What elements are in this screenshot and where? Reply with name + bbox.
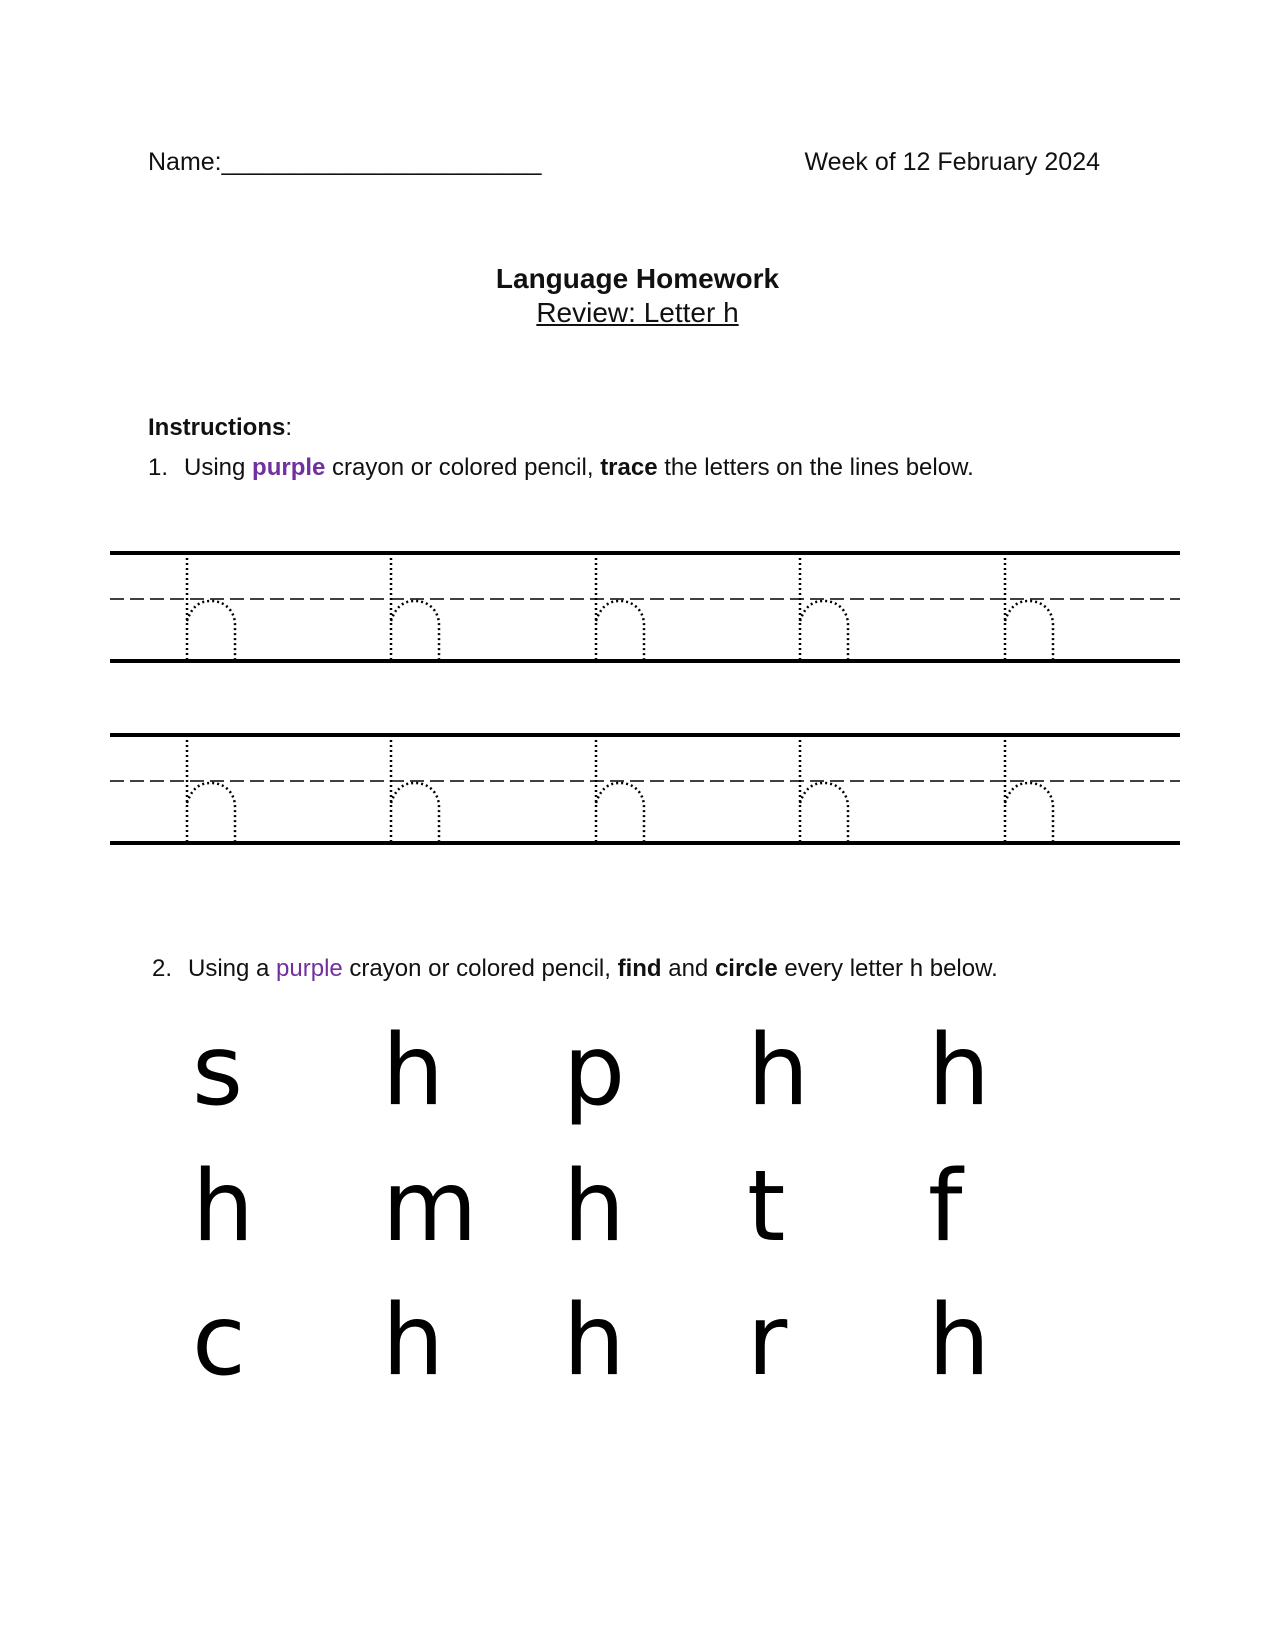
grid-letter[interactable]: h	[563, 1150, 626, 1264]
step-number: 2.	[152, 955, 173, 982]
color-word: purple	[276, 955, 343, 982]
instructions-heading-colon: :	[285, 414, 293, 441]
step-text: Using	[184, 454, 253, 481]
instruction-step-1	[148, 454, 974, 482]
grid-letter[interactable]: f	[928, 1150, 963, 1264]
page-subtitle: Review: Letter h	[536, 297, 739, 328]
action-verb: circle	[714, 955, 778, 982]
grid-letter[interactable]: s	[192, 1014, 244, 1128]
instructions-heading	[148, 414, 292, 442]
step-number: 1.	[148, 454, 169, 481]
name-field[interactable]	[148, 148, 541, 177]
grid-letter[interactable]: h	[563, 1284, 626, 1398]
traceable-letter-h	[800, 553, 848, 661]
traceable-letter-h	[391, 553, 439, 661]
traceable-letter-h	[187, 735, 235, 843]
step-text: crayon or colored pencil,	[342, 955, 618, 982]
instructions-heading-text: Instructions	[148, 414, 286, 441]
traceable-letter-h	[1005, 553, 1053, 661]
traceable-letter-h	[596, 553, 644, 661]
grid-letter[interactable]: h	[747, 1014, 810, 1128]
name-blank: _______________________	[221, 148, 542, 176]
step-text: and	[661, 955, 715, 982]
step-text: the letters on the lines below.	[657, 454, 974, 481]
step-text: Using a	[188, 955, 277, 982]
step-text: crayon or colored pencil,	[325, 454, 601, 481]
action-verb: trace	[600, 454, 658, 481]
grid-letter[interactable]: r	[747, 1284, 788, 1398]
grid-letter[interactable]: h	[192, 1150, 255, 1264]
color-word: purple	[252, 454, 326, 481]
grid-letter[interactable]: m	[382, 1150, 478, 1264]
grid-letter[interactable]: h	[928, 1284, 991, 1398]
traceable-letter-h	[596, 735, 644, 843]
grid-letter[interactable]: t	[747, 1150, 786, 1264]
title-block	[0, 262, 1275, 330]
week-date: Week of 12 February 2024	[804, 148, 1100, 176]
grid-letter[interactable]: h	[928, 1014, 991, 1128]
traceable-letter-h	[391, 735, 439, 843]
traceable-letter-h	[187, 553, 235, 661]
instruction-step-2	[152, 955, 998, 983]
grid-letter[interactable]: h	[382, 1284, 445, 1398]
grid-letter[interactable]: h	[382, 1014, 445, 1128]
traceable-letter-h	[800, 735, 848, 843]
traceable-letter-h	[1005, 735, 1053, 843]
name-label: Name:	[148, 148, 222, 176]
tracing-row-1[interactable]	[110, 548, 1180, 678]
step-text: every letter h below.	[777, 955, 998, 982]
grid-letter[interactable]: p	[563, 1014, 626, 1128]
page-title: Language Homework	[495, 263, 780, 294]
tracing-row-2[interactable]	[110, 730, 1180, 860]
grid-letter[interactable]: c	[192, 1284, 246, 1398]
action-verb: find	[617, 955, 662, 982]
